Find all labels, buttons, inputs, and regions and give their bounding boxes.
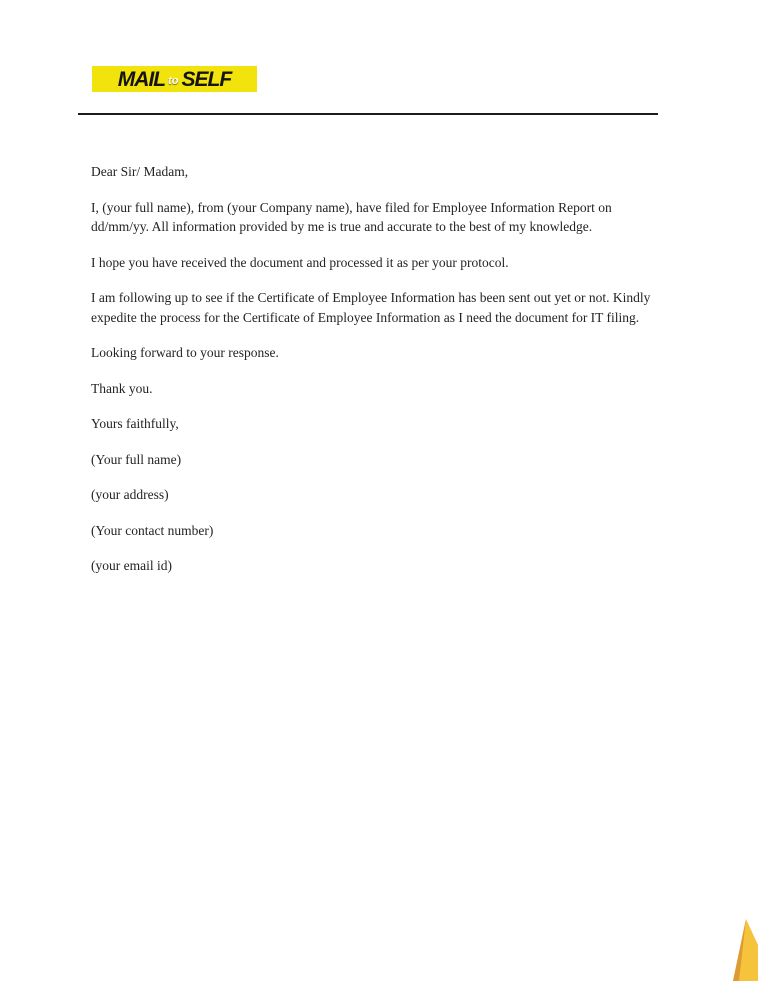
body-paragraph-1: I, (your full name), from (your Company name), have filed for Employee Information Report on dd/mm/yy. All information provided by me is true and accurate to the best of my knowledge. [91,199,612,234]
signature-placeholder-address: (your address) [91,487,169,502]
body-paragraph-4: Looking forward to your response. [91,345,279,360]
letter-body [91,162,671,592]
signature-placeholder-name: (Your full name) [91,451,182,467]
signature-placeholder-contact: (Your contact number) [91,522,214,538]
corner-triangle-decoration [713,911,758,981]
body-paragraph-5: Thank you. [91,380,153,396]
logo-word-to: to [168,74,179,87]
body-paragraph-3: I am following up to see if the Certificate of Employee Information has been sent out yet or not. Kindly expedite the process for the Certificate of Employee Information as I need the document for IT filing. [91,290,651,325]
closing: Yours faithfully, [91,416,179,431]
mailtoself-logo [92,66,257,92]
signature-placeholder-email: (your email id) [91,558,172,573]
body-paragraph-2: I hope you have received the document and processed it as per your protocol. [91,254,509,270]
salutation: Dear Sir/ Madam, [91,164,189,179]
logo-word-mail: MAIL [117,67,166,91]
header-divider [78,113,658,115]
logo-word-self: SELF [181,67,232,91]
